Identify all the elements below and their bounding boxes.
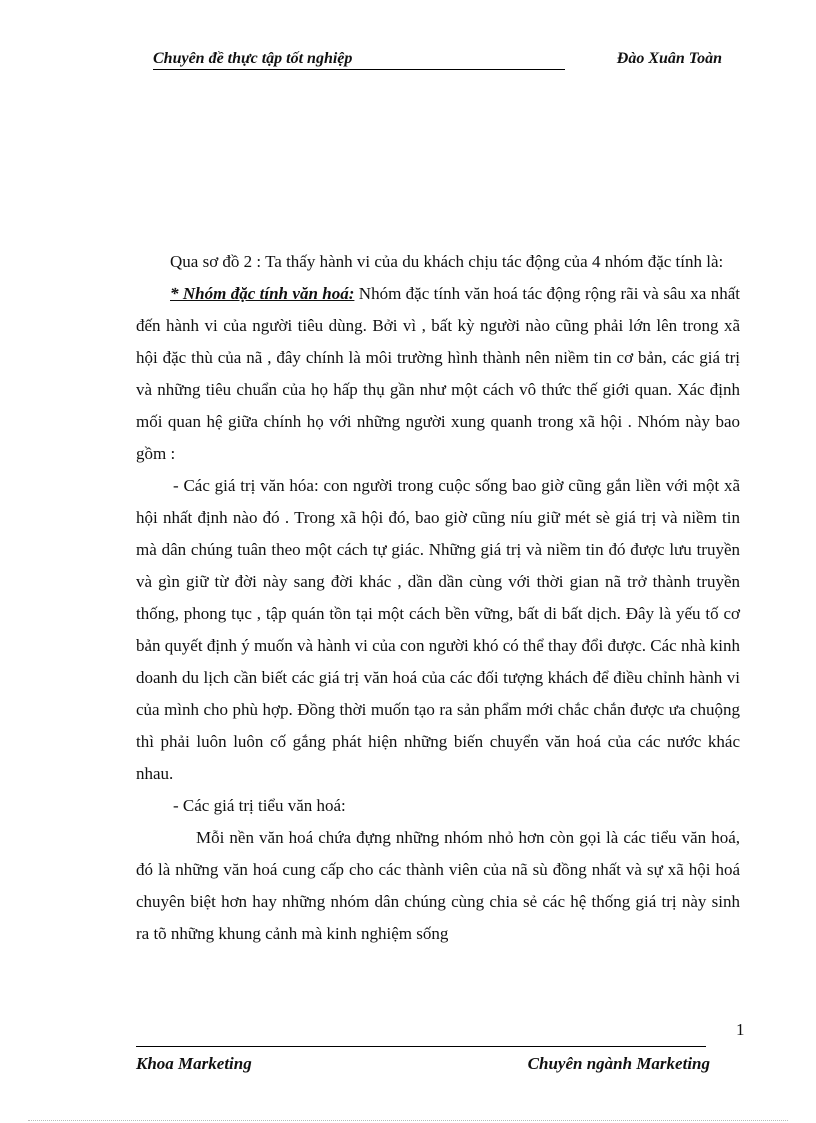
paragraph-cultural-values: - Các giá trị văn hóa: con người trong cuộc sống bao giờ cũng gắn liền với một xã hội nhất định nào đó . Trong xã hội đó, bao giờ cũng níu giữ mét sè giá trị và niềm tin mà dân chúng tuân theo một cách tự giác. Những giá trị và niềm tin đó được lưu truyền và gìn giữ từ đời này sang đời khác , dần dần cùng với thời gian nã trở thành truyền thống, phong tục , tập quán tồn tại một cách bền vững, bất di bất dịch. Đây là yếu tố cơ bản quyết định ý muốn và hành vi của con người khó có thể thay đổi được. Các nhà kinh doanh du lịch cần biết các giá trị văn hoá của các đối tượng khách để điều chỉnh hành vi của mình cho phù hợp. Đồng thời muốn tạo ra sản phẩm mới chắc chắn được ưa chuộng thì phải luôn luôn cố gắng phát hiện những biến chuyển văn hoá của các nước khác nhau. — [136, 476, 740, 783]
page-footer — [136, 1054, 710, 1076]
header-document-title: Chuyên đề thực tập tốt nghiệp — [153, 50, 565, 70]
paragraph-intro: Qua sơ đồ 2 : Ta thấy hành vi của du khách chịu tác động của 4 nhóm đặc tính là: — [170, 252, 724, 271]
header-author: Đào Xuân Toàn — [616, 50, 722, 67]
paragraph-cultural-group — [136, 278, 740, 470]
page-header — [153, 50, 722, 70]
cultural-group-text: Nhóm đặc tính văn hoá tác động rộng rãi và sâu xa nhất đến hành vi của người tiêu dùng. Bởi vì , bất kỳ người nào cũng phải lớn lên trong xã hội đặc thù của nã , đây chính là môi trường hình thành nên niềm tin cơ bản, các giá trị và những tiêu chuẩn của họ hấp thụ gần như một cách vô thức thế giới quan. Xác định mối quan hệ giữa chính họ với những người xung quanh trong xã hội . Nhóm này bao gồm : — [136, 284, 740, 463]
footer-major: Chuyên ngành Marketing — [527, 1054, 710, 1073]
document-body — [136, 246, 740, 950]
page-number: 1 — [736, 1020, 745, 1039]
footer-divider — [136, 1046, 706, 1047]
cultural-group-heading: * Nhóm đặc tính văn hoá: — [170, 284, 355, 303]
paragraph-subculture-heading: - Các giá trị tiểu văn hoá: — [173, 796, 346, 815]
paragraph-subculture: Mỗi nền văn hoá chứa đựng những nhóm nhỏ hơn còn gọi là các tiểu văn hoá, đó là những văn hoá cung cấp cho các thành viên của nã sù đồng nhất và sự xã hội hoá chuyên biệt hơn hay những nhóm dân chúng cùng chia sẻ các hệ thống giá trị này sinh ra tõ những khung cảnh mà kinh nghiệm sống — [136, 828, 740, 943]
page-bottom-edge — [28, 1120, 788, 1121]
footer-faculty: Khoa Marketing — [136, 1054, 252, 1073]
